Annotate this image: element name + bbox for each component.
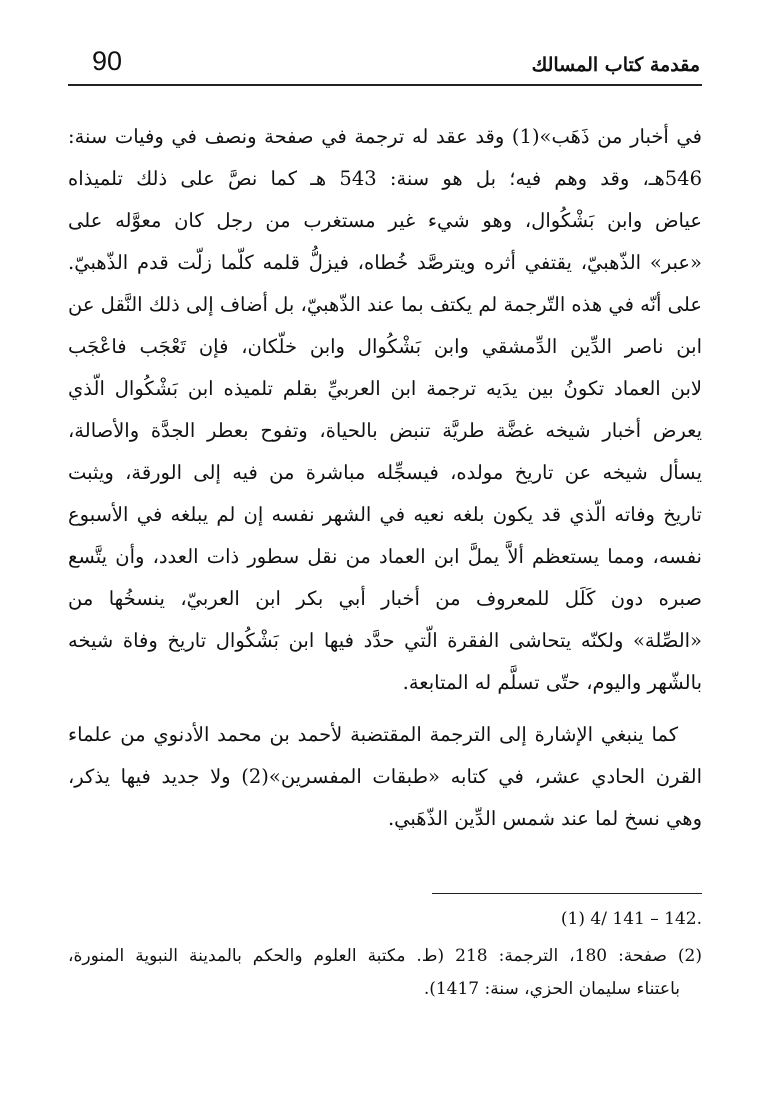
text-line: 546هـ، وقد وهم فيه؛ بل هو سنة: 543 هـ كما نصَّ على ذلك تلميذاه <box>68 167 702 190</box>
main-text <box>68 116 702 840</box>
footnote-2: (2) صفحة: 180، الترجمة: 218 (ط. مكتبة العلوم والحكم بالمدينة النبوية المنورة، <box>68 946 702 966</box>
text-line: يسأل شيخه عن تاريخ مولده، فيسجِّله مباشرة من فيه إلى الورقة، ويثبت <box>68 461 702 484</box>
footnote-rule <box>432 893 702 894</box>
text-line: على أنّه في هذه التّرجمة لم يكتف بما عند الذّهبيّ، بل أضاف إلى ذلك النَّقل عن <box>68 293 702 316</box>
text-line: عياض وابن بَشْكُوال، وهو شيء غير مستغرب من رجل كان معوَّله على <box>68 209 702 232</box>
text-line: وهي نسخ لما عند شمس الدِّين الذّهَبي. <box>387 807 702 830</box>
text-line: يعرض أخبار شيخه غضَّة طريَّة تنبض بالحياة، وتفوح بعطر الجدَّة والأصالة، <box>68 419 702 442</box>
page-number: 90 <box>92 46 123 76</box>
footnote-2-continued: باعتناء سليمان الحزي، سنة: 1417). <box>423 979 680 999</box>
text-line: لابن العماد تكونُ بين يدَيه ترجمة ابن العربيِّ بقلم تلميذه ابن بَشْكُوال الّذي <box>68 377 702 400</box>
text-line: «عبر» الذّهبيّ، يقتفي أثره ويترصَّد خُطاه، فيزلُّ قلمه كلّما زلّت قدم الذّهبيّ. <box>68 251 702 274</box>
text-line: «الصِّلة» ولكنّه يتحاشى الفقرة الّتي حدَّد فيها ابن بَشْكُوال تاريخ وفاة شيخه <box>68 629 702 652</box>
page-header <box>68 40 702 86</box>
footnotes <box>68 903 702 1006</box>
text-line: صبره دون كَلَل للمعروف من أخبار أبي بكر ابن العربيّ، ينسخُها من <box>68 587 702 610</box>
running-title: مقدمة كتاب المسالك <box>531 54 700 76</box>
header-rule <box>68 84 702 86</box>
footnote-1: .142 – 141 /4 (1) <box>560 909 702 929</box>
text-line: تاريخ وفاته الّذي قد يكون بلغه نعيه في الشهر نفسه إن لم يبلغه في الأسبوع <box>68 503 702 526</box>
text-line: بالشّهر واليوم، حتّى تسلَّم له المتابعة. <box>402 671 702 694</box>
text-line: في أخبار من ذَهَب»(1) وقد عقد له ترجمة في صفحة ونصف في وفيات سنة: <box>68 125 702 148</box>
text-line: القرن الحادي عشر، في كتابه «طبقات المفسرين»(2) ولا جديد فيها يذكر، <box>68 765 702 788</box>
text-line: ابن ناصر الدِّين الدِّمشقي وابن بَشْكُوال وابن خلّكان، فإن تَعْجَب فاعْجَب <box>68 335 702 358</box>
text-line: كما ينبغي الإشارة إلى الترجمة المقتضبة لأحمد بن محمد الأدنوي من علماء <box>68 723 678 746</box>
text-line: نفسه، ومما يستعظم ألاَّ يملَّ ابن العماد من نقل سطور ذات العدد، وأن يتَّسع <box>68 545 702 568</box>
